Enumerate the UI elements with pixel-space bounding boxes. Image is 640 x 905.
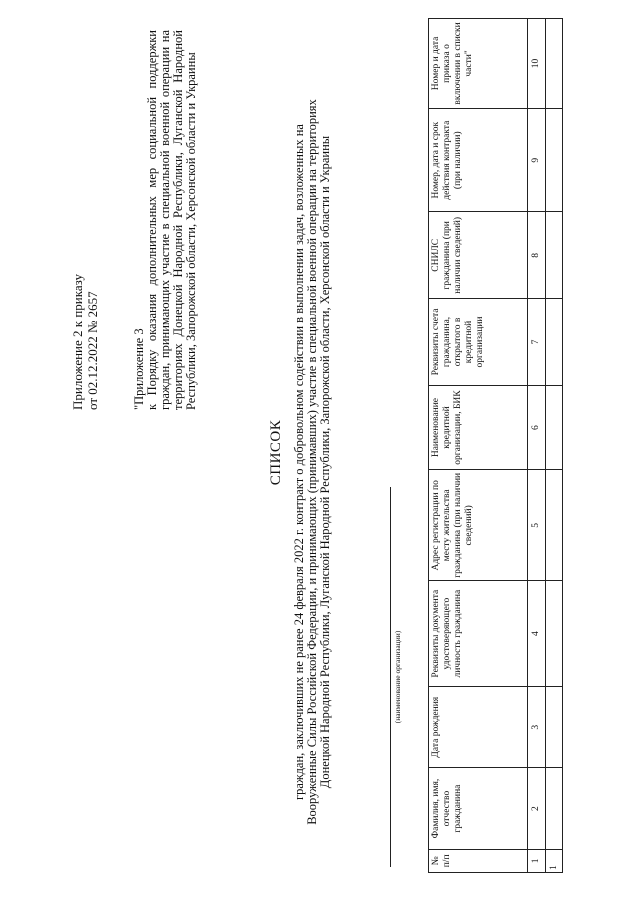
header-cell: Реквизиты документа удостоверяющего личность гражданина bbox=[429, 581, 528, 687]
appendix-header-line2: от 02.12.2022 № 2657 bbox=[85, 291, 100, 410]
column-number-cell: 9 bbox=[528, 108, 546, 212]
table-column-number-row bbox=[528, 19, 546, 873]
table-cell bbox=[546, 212, 563, 299]
table-header-row bbox=[429, 19, 528, 873]
column-number-cell: 2 bbox=[528, 768, 546, 849]
document-title: СПИСОК bbox=[268, 419, 284, 486]
document-subtitle: граждан, заключивших не ранее 24 февраля 2022 г. контракт о добровольном содействии в выполнении задач, возложенных на Вооруженные Силы Российской Федерации, и принимающих (принимавших) участие в специальной военной операции на территориях Донецкой Народной Республики, Луганской Народной Республики, Запорожской области, Херсонской области и Украины bbox=[292, 99, 332, 825]
column-number-cell: 7 bbox=[528, 299, 546, 386]
header-cell: Наименование кредитной организации, БИК bbox=[429, 385, 528, 470]
appendix3-title: "Приложение 3 bbox=[132, 328, 146, 410]
table-cell bbox=[546, 19, 563, 109]
organization-name-line bbox=[390, 487, 391, 867]
row-number-cell: 1 bbox=[546, 849, 563, 872]
organization-caption: (наименование организации) bbox=[393, 630, 402, 724]
column-number-cell: 8 bbox=[528, 212, 546, 299]
column-number-cell: 6 bbox=[528, 385, 546, 470]
header-cell: Фамилия, имя, отчество гражданина bbox=[429, 768, 528, 849]
appendix-header bbox=[70, 30, 100, 410]
header-cell: Номер, дата и срок действия контракта (при наличии) bbox=[429, 108, 528, 212]
appendix-header-line1: Приложение 2 к приказу bbox=[70, 273, 85, 410]
header-cell: Адрес регистрации по месту жительства гражданина (при наличии сведений) bbox=[429, 470, 528, 581]
citizens-list-table bbox=[428, 18, 563, 873]
column-number-cell: 10 bbox=[528, 19, 546, 109]
header-cell: СНИЛС гражданина (при наличии сведений) bbox=[429, 212, 528, 299]
column-number-cell: 4 bbox=[528, 581, 546, 687]
header-cell: Реквизиты счета гражданина, открытого в кредитной организации bbox=[429, 299, 528, 386]
table-cell bbox=[546, 581, 563, 687]
table-row bbox=[546, 19, 563, 873]
appendix3-block bbox=[133, 30, 198, 410]
table-cell bbox=[546, 687, 563, 768]
header-cell: Дата рождения bbox=[429, 687, 528, 768]
table-cell bbox=[546, 299, 563, 386]
appendix3-body: к Порядку оказания дополнительных мер социальной поддержки граждан, принимающих участие в специальной военной операции на территориях Донецкой Народной Республики, Луганской Народной Республики, Запорожской области, Херсонской области и Украины bbox=[145, 30, 198, 410]
column-number-cell: 3 bbox=[528, 687, 546, 768]
column-number-cell: 5 bbox=[528, 470, 546, 581]
table-cell bbox=[546, 385, 563, 470]
header-cell: Номер и дата приказа о включении в списки части" bbox=[429, 19, 528, 109]
table-cell bbox=[546, 108, 563, 212]
header-cell: № п/п bbox=[429, 849, 528, 872]
table-cell bbox=[546, 768, 563, 849]
table-cell bbox=[546, 470, 563, 581]
column-number-cell: 1 bbox=[528, 849, 546, 872]
